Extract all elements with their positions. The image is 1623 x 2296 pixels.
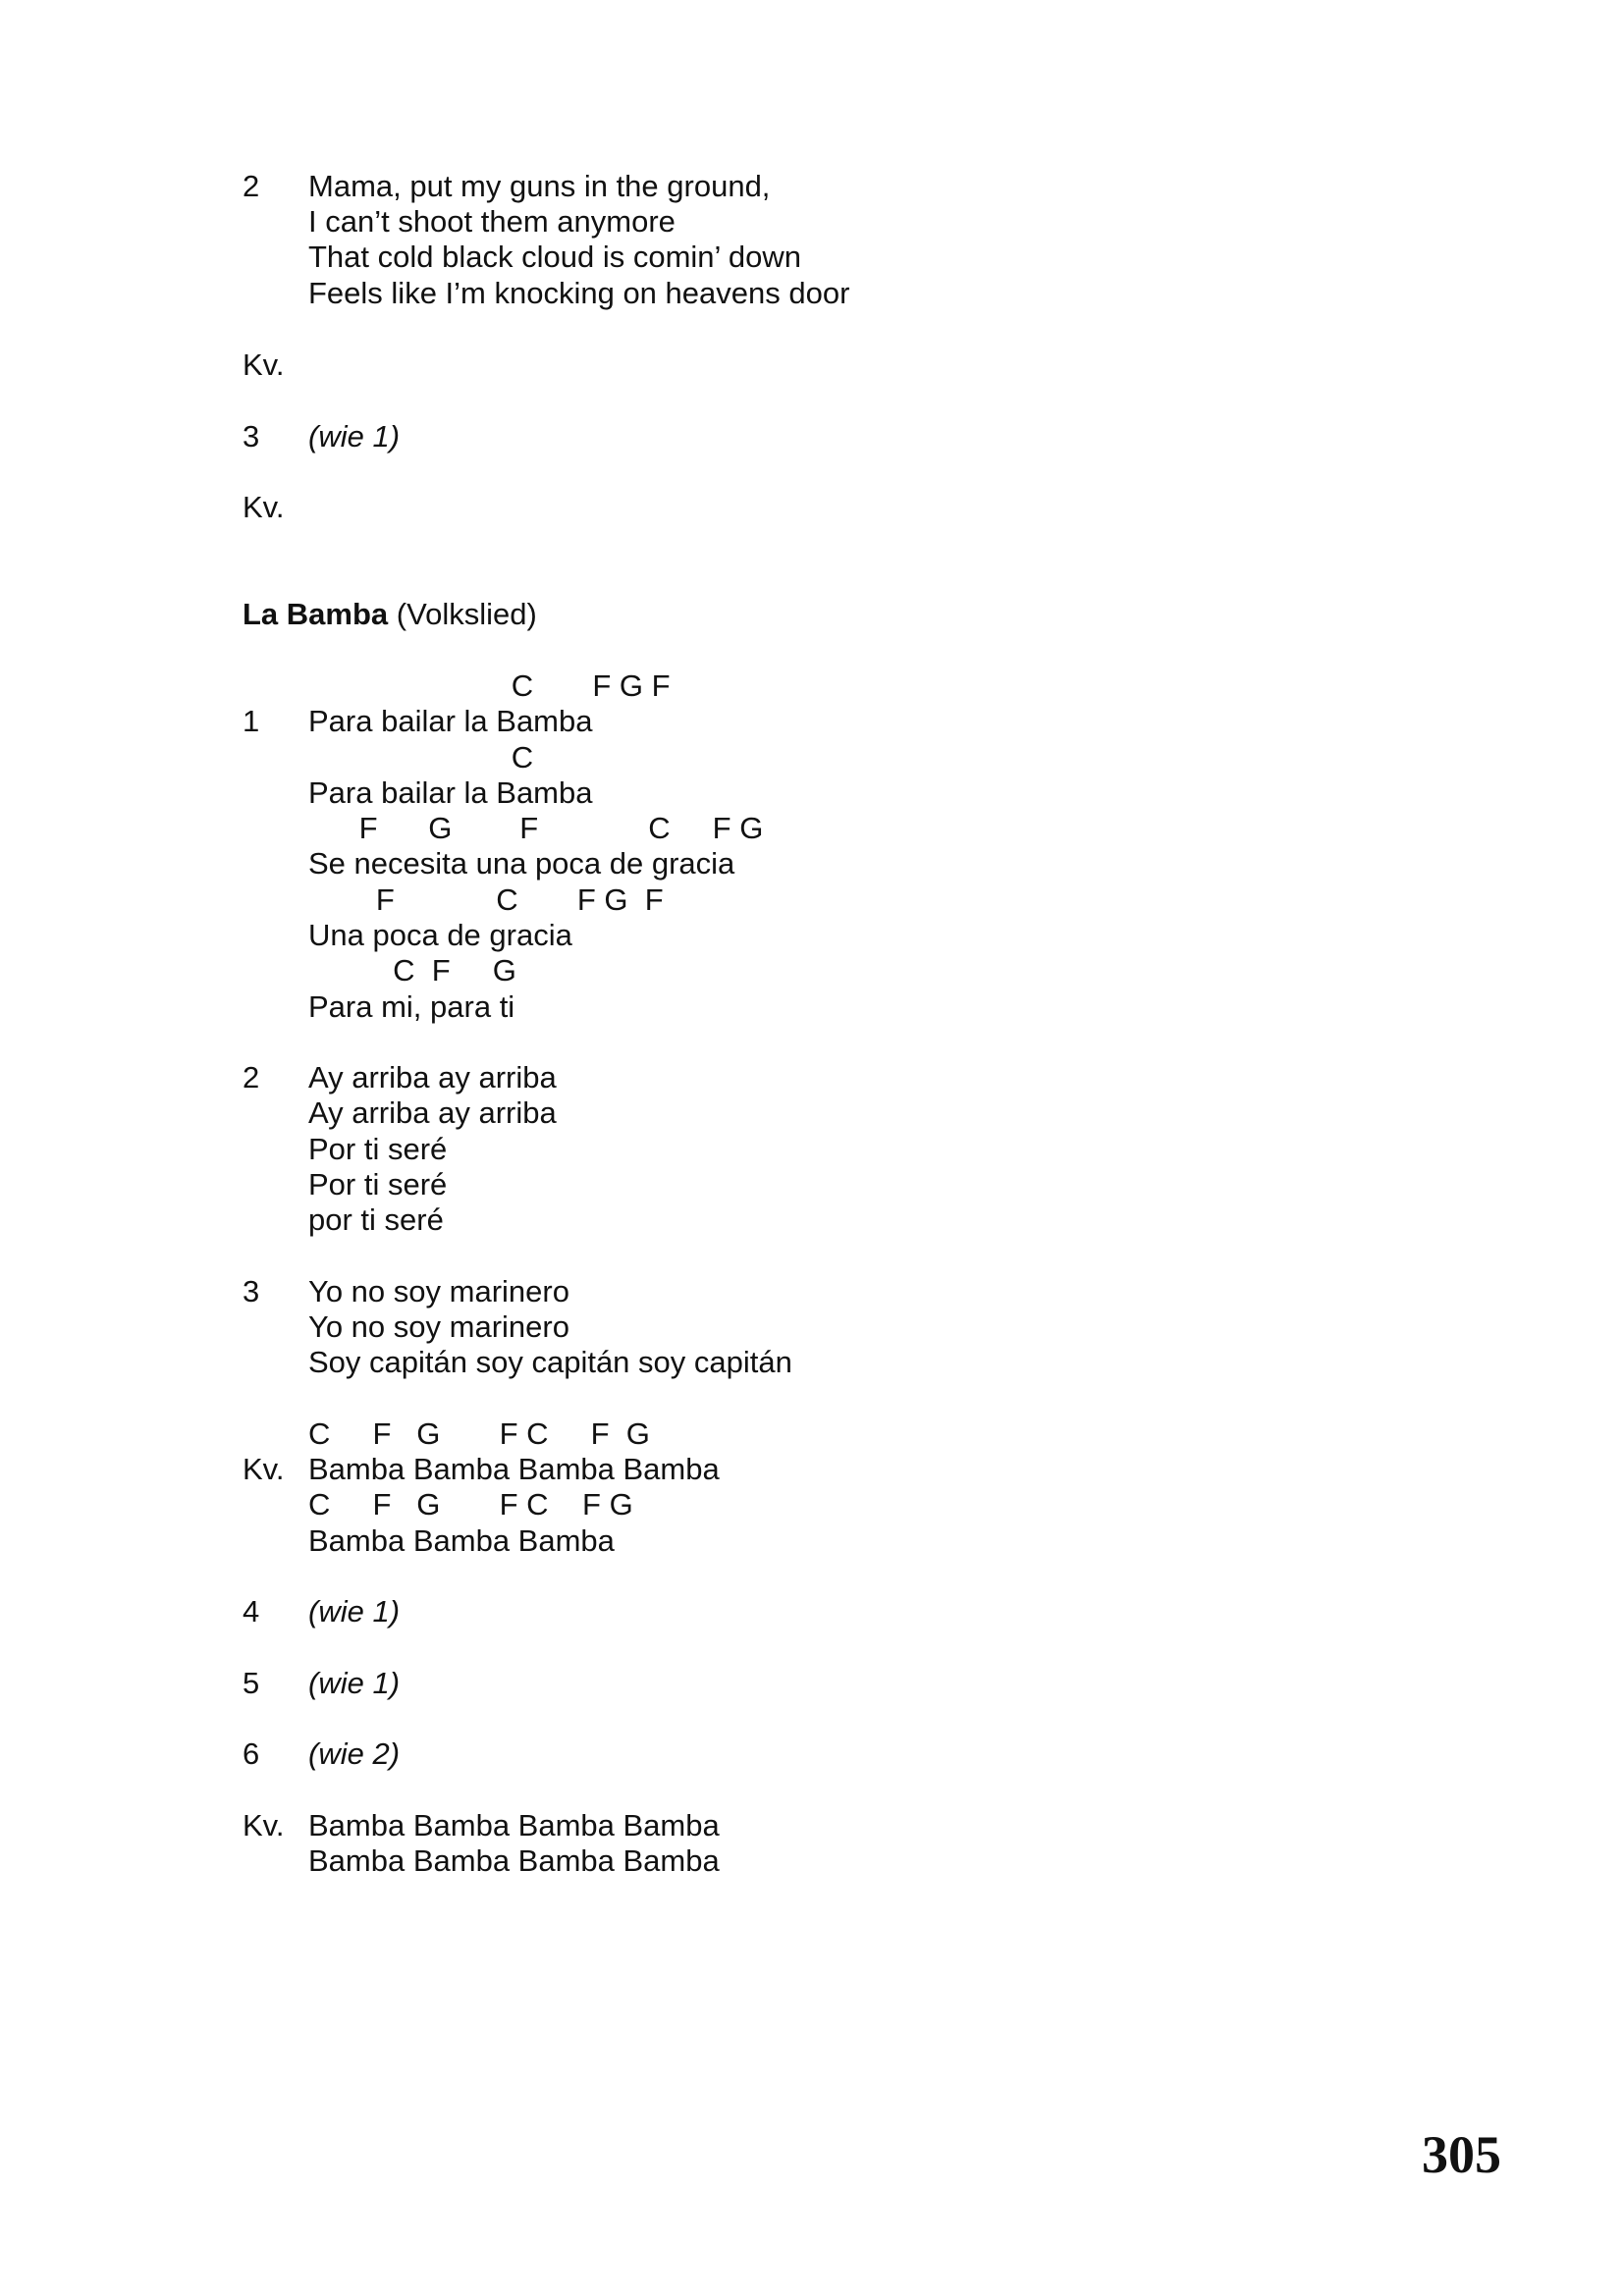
- song-title: La Bamba: [243, 597, 389, 631]
- chorus-label: Kv.: [243, 347, 285, 382]
- lyric-line: Mama, put my guns in the ground,: [308, 169, 771, 203]
- lyric-line: Soy capitán soy capitán soy capitán: [308, 1345, 792, 1379]
- chord-line: F C F G F: [308, 882, 664, 917]
- lyric-line: por ti seré: [308, 1202, 444, 1237]
- verse-number: 4: [243, 1594, 260, 1629]
- verse-number: 2: [243, 169, 260, 203]
- verse-number: 3: [243, 419, 260, 454]
- chorus-label: Kv.: [243, 1808, 285, 1842]
- lyric-line: That cold black cloud is comin’ down: [308, 240, 801, 274]
- lyric-line: Bamba Bamba Bamba Bamba: [308, 1843, 720, 1878]
- chord-line: C: [308, 740, 534, 774]
- chord-line: C F G F: [308, 668, 671, 703]
- verse-number: 3: [243, 1274, 260, 1308]
- lyric-line: I can’t shoot them anymore: [308, 204, 676, 239]
- verse-reference: (wie 1): [308, 1666, 401, 1700]
- verse-reference: (wie 2): [308, 1736, 401, 1771]
- chord-line: C F G: [308, 953, 516, 988]
- lyric-line: Ay arriba ay arriba: [308, 1060, 557, 1095]
- chord-line: C F G F C F G: [308, 1487, 633, 1522]
- lyric-line: Yo no soy marinero: [308, 1309, 569, 1344]
- verse-number: 1: [243, 704, 260, 738]
- lyric-line: Una poca de gracia: [308, 918, 572, 952]
- lyric-line: Yo no soy marinero: [308, 1274, 569, 1308]
- lyric-line: Para bailar la Bamba: [308, 704, 593, 738]
- verse-number: 2: [243, 1060, 260, 1095]
- lyric-line: Bamba Bamba Bamba Bamba: [308, 1452, 720, 1486]
- verse-reference: (wie 1): [308, 419, 401, 454]
- lyric-line: Bamba Bamba Bamba Bamba: [308, 1808, 720, 1842]
- verse-number: 6: [243, 1736, 260, 1771]
- lyric-line: Ay arriba ay arriba: [308, 1095, 557, 1130]
- lyric-line: Se necesita una poca de gracia: [308, 846, 735, 881]
- lyric-line: Para bailar la Bamba: [308, 775, 593, 810]
- chord-line: C F G F C F G: [308, 1416, 650, 1451]
- chord-line: F G F C F G: [308, 811, 764, 845]
- lyric-line: Feels like I’m knocking on heavens door: [308, 276, 850, 310]
- chorus-label: Kv.: [243, 1452, 285, 1486]
- lyric-line: Por ti seré: [308, 1167, 448, 1201]
- verse-reference: (wie 1): [308, 1594, 401, 1629]
- lyric-line: Bamba Bamba Bamba: [308, 1523, 615, 1558]
- chorus-label: Kv.: [243, 490, 285, 524]
- verse-number: 5: [243, 1666, 260, 1700]
- lyric-line: Por ti seré: [308, 1132, 448, 1166]
- song-subtitle: (Volkslied): [396, 597, 537, 631]
- page-number: 305: [1422, 2125, 1501, 2184]
- lyric-line: Para mi, para ti: [308, 989, 515, 1024]
- song-title-line: [243, 597, 537, 632]
